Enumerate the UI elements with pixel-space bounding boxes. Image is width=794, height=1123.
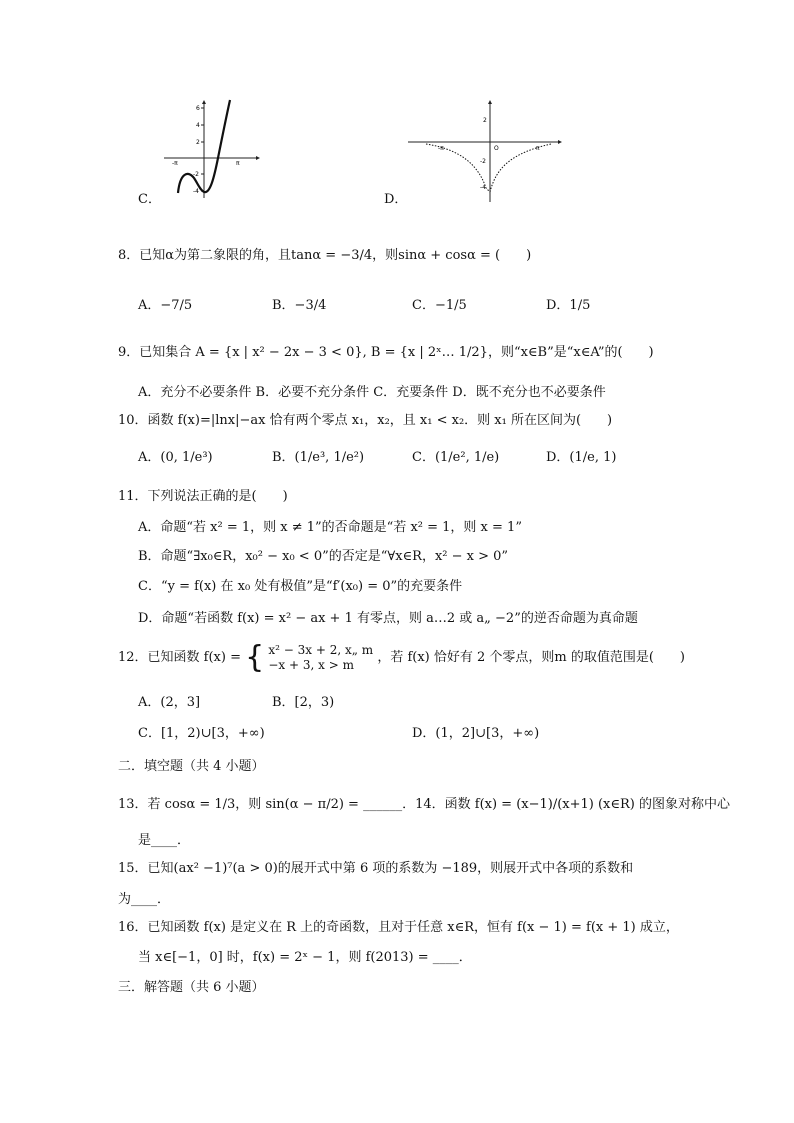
option-c-label: C． [138, 192, 161, 207]
question-10-option-d: D．(1/e, 1) [546, 450, 617, 465]
question-10-option-a: A．(0, 1/e³) [138, 450, 213, 465]
graph-d-tick: 2 [483, 117, 487, 124]
question-12-option-a: A．(2，3] [138, 695, 201, 710]
question-10-stem: 10．函数 f(x)=|lnx|−ax 恰有两个零点 x₁，x₂，且 x₁ < x₂．则 x₁ 所在区间为( ) [118, 413, 613, 428]
question-16-continuation: 当 x∈[−1，0] 时，f(x) = 2ˣ − 1，则 f(2013) = ____． [138, 950, 472, 965]
question-12-stem-post: ，若 f(x) 恰好有 2 个零点，则m 的取值范围是( ) [377, 650, 686, 665]
question-8-option-d: D．1/5 [546, 298, 591, 313]
question-15-continuation: 为____． [118, 892, 171, 907]
question-13-14: 13．若 cosα = 1/3，则 sin(α − π/2) = ______．14．函数 f(x) = (x−1)/(x+1) (x∈R) 的图象对称中心 [118, 797, 731, 812]
graph-c-tick: -2 [193, 171, 199, 178]
section-3-heading: 三．解答题（共 6 小题） [118, 980, 265, 995]
piecewise-cases [268, 643, 373, 673]
question-16: 16．已知函数 f(x) 是定义在 R 上的奇函数，且对于任意 x∈R，恒有 f(x − 1) = f(x + 1) 成立， [118, 920, 679, 935]
question-12-option-c: C．[1，2)∪[3，+∞) [138, 726, 265, 741]
graph-d-tick: π [536, 145, 540, 152]
question-12-option-d: D．(1，2]∪[3，+∞) [412, 726, 540, 741]
graph-d [406, 98, 562, 204]
graph-d-origin: O [494, 145, 499, 152]
graph-c-tick: π [236, 160, 240, 167]
piecewise-case-1: x² − 3x + 2, x„ m [268, 642, 374, 657]
question-9-options: A．充分不必要条件 B．必要不充分条件 C．充要条件 D．既不充分也不必要条件 [138, 385, 606, 400]
graph-d-tick: -π [438, 145, 444, 152]
question-8-option-b: B．−3/4 [272, 298, 327, 313]
question-11-stem: 11．下列说法正确的是( ) [118, 489, 288, 504]
question-9-stem: 9．已知集合 A = {x | x² − 2x − 3 < 0}, B = {x | 2ˣ… 1/2}，则“x∈B”是“x∈A”的( ) [118, 345, 654, 360]
brace-icon: { [245, 640, 265, 675]
option-d-label: D． [384, 192, 408, 207]
section-2-heading: 二．填空题（共 4 小题） [118, 759, 265, 774]
question-8-option-c: C．−1/5 [412, 298, 467, 313]
graph-d-right-curve [490, 144, 551, 192]
question-10-option-b: B．(1/e³, 1/e²) [272, 450, 365, 465]
question-12-option-b: B．[2，3) [272, 695, 335, 710]
graph-c-tick: -π [172, 160, 178, 167]
question-12-stem [118, 640, 685, 675]
graph-d-tick: -2 [480, 158, 486, 165]
graph-c-tick: 2 [196, 139, 200, 146]
graph-c [160, 98, 260, 206]
question-8-option-a: A．−7/5 [138, 298, 193, 313]
graph-c-tick: 4 [196, 122, 200, 129]
graph-d-tick: -4 [480, 184, 486, 191]
graph-c-tick: -4 [193, 188, 199, 195]
question-10-option-c: C．(1/e², 1/e) [412, 450, 500, 465]
question-14-continuation: 是____． [138, 833, 191, 848]
question-11-option-d: D．命题“若函数 f(x) = x² − ax + 1 有零点，则 a…2 或 a„ −2”的逆否命题为真命题 [138, 611, 638, 626]
question-11-option-b: B．命题“∃x₀∈R，x₀² − x₀ < 0”的否定是“∀x∈R，x² − x > 0” [138, 549, 509, 564]
question-11-option-c: C．“y = f(x) 在 x₀ 处有极值”是“f′(x₀) = 0”的充要条件 [138, 579, 463, 594]
question-11-option-a: A．命题“若 x² = 1，则 x ≠ 1”的否命题是“若 x² = 1，则 x = 1” [138, 520, 522, 535]
piecewise-case-2: −x + 3, x > m [268, 657, 354, 672]
question-12-stem-pre: 12．已知函数 f(x) = [118, 650, 241, 665]
question-8-stem: 8．已知α为第二象限的角，且tanα = −3/4，则sinα + cosα = ( ) [118, 248, 532, 263]
graph-c-tick: 6 [196, 105, 200, 112]
question-15: 15．已知(ax² −1)⁷(a > 0)的展开式中第 6 项的系数为 −189，则展开式中各项的系数和 [118, 861, 634, 876]
